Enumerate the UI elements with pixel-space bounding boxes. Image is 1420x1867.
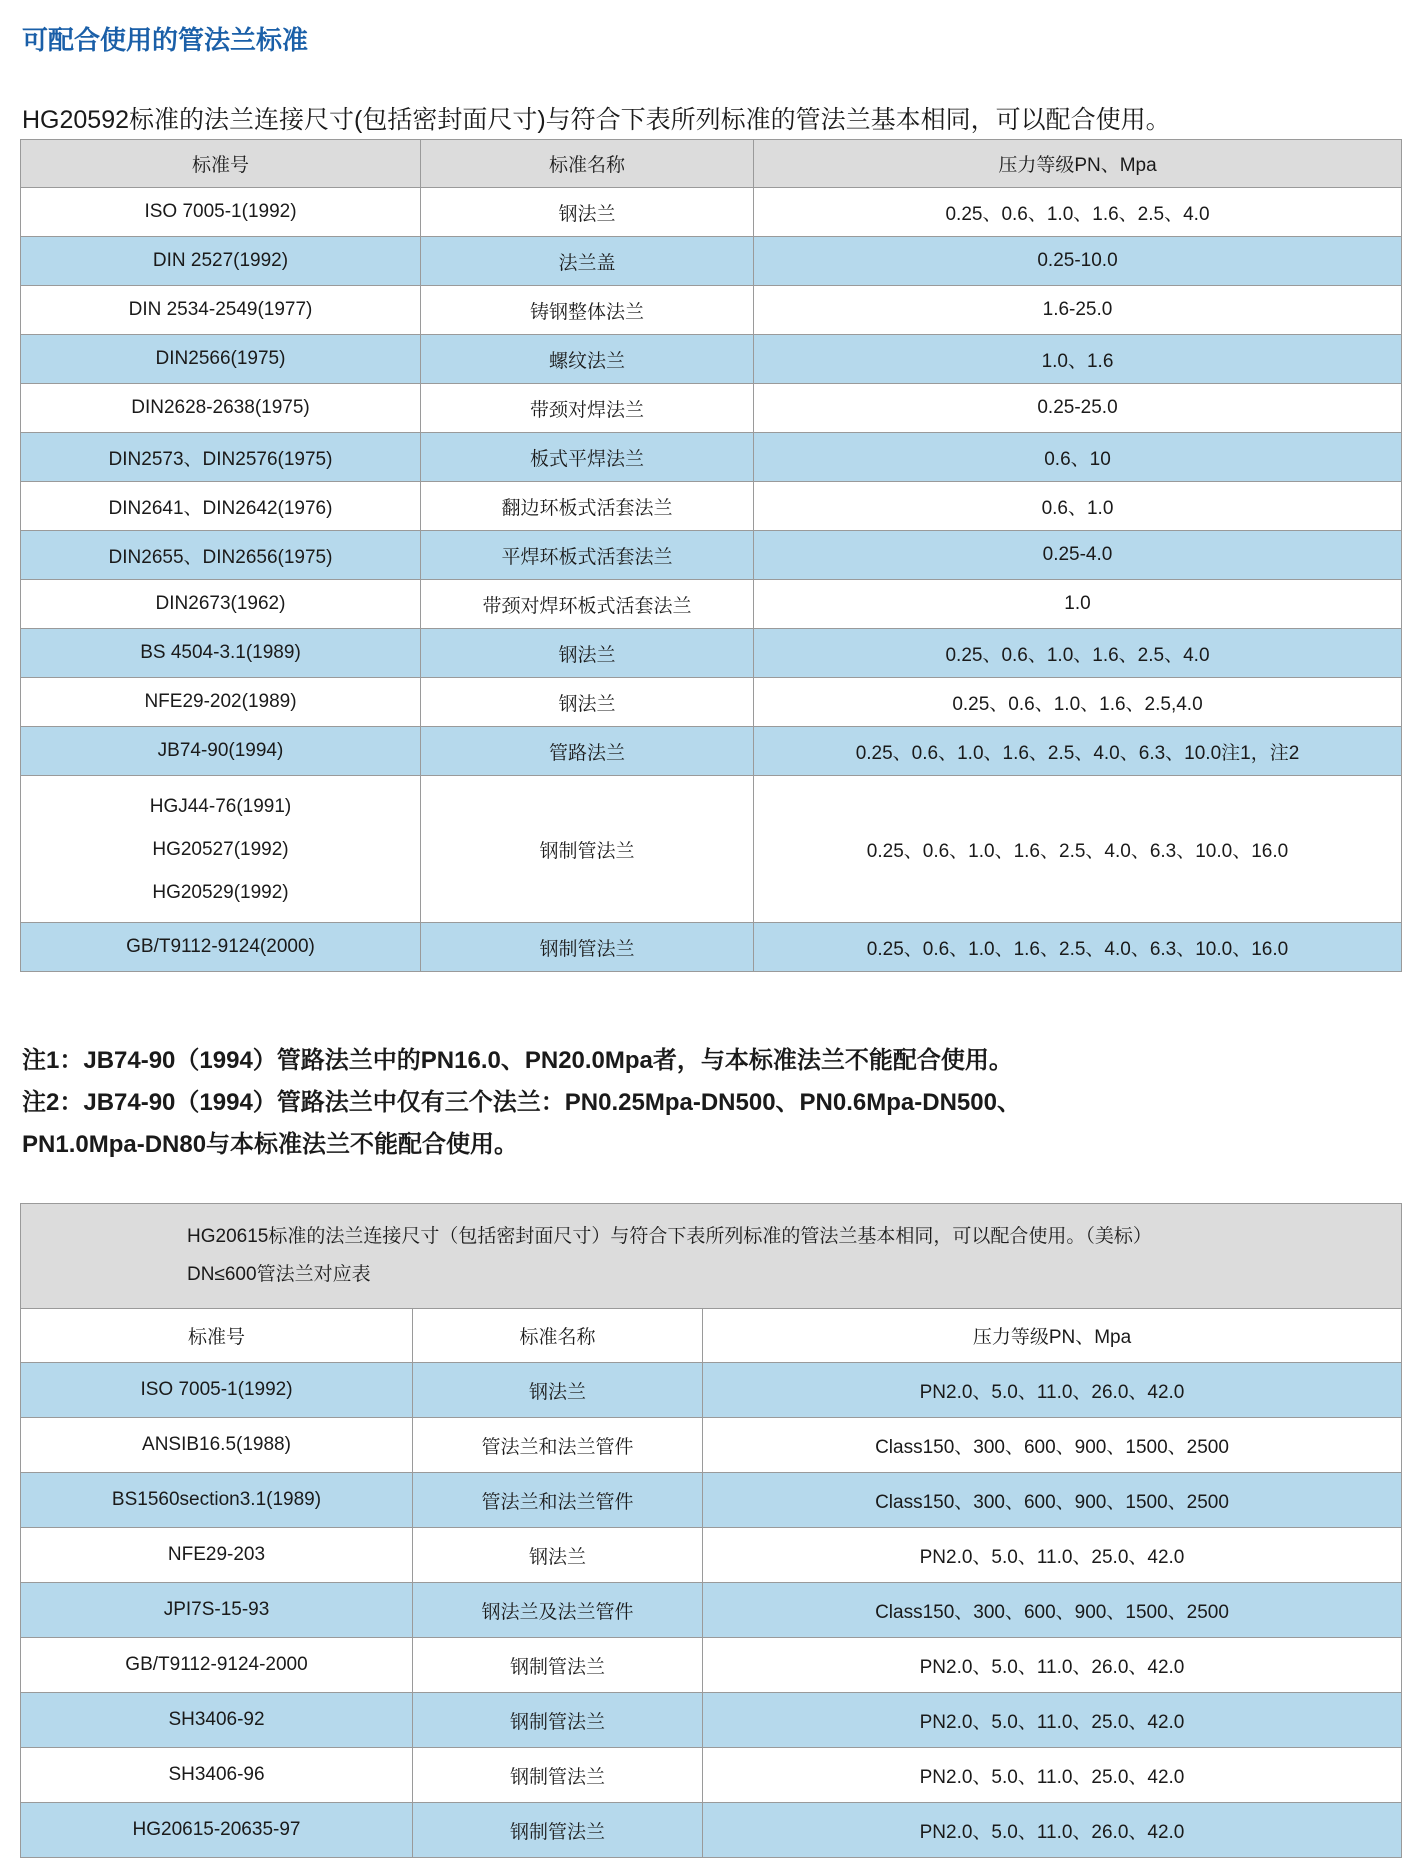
cell-standard: ANSIB16.5(1988) xyxy=(21,1418,413,1473)
table2-caption xyxy=(21,1204,1402,1309)
cell-standard: DIN2628-2638(1975) xyxy=(21,384,421,433)
caption-line: DN≤600管法兰对应表 xyxy=(187,1264,371,1285)
cell-standard: JB74-90(1994) xyxy=(21,727,421,776)
table-row xyxy=(21,727,1402,776)
cell-name: 钢法兰 xyxy=(413,1363,703,1418)
cell-name: 铸钢整体法兰 xyxy=(421,286,754,335)
table-row xyxy=(21,384,1402,433)
header-standard-name: 标准名称 xyxy=(413,1309,703,1363)
cell-name: 钢法兰 xyxy=(421,188,754,237)
table-row xyxy=(21,482,1402,531)
table-row xyxy=(21,923,1402,972)
cell-name: 螺纹法兰 xyxy=(421,335,754,384)
cell-name: 钢制管法兰 xyxy=(421,776,754,923)
cell-standard: DIN2573、DIN2576(1975) xyxy=(21,433,421,482)
table-row xyxy=(21,776,1402,923)
table-row xyxy=(21,1748,1402,1803)
cell-pressure: 0.25-4.0 xyxy=(754,531,1402,580)
table-row xyxy=(21,188,1402,237)
notes xyxy=(22,1040,1021,1166)
cell-pressure: 0.6、1.0 xyxy=(754,482,1402,531)
page-title: 可配合使用的管法兰标准 xyxy=(22,25,309,55)
cell-standard: HG20615-20635-97 xyxy=(21,1803,413,1858)
cell-pressure: PN2.0、5.0、11.0、25.0、42.0 xyxy=(703,1693,1402,1748)
cell-pressure: 0.6、10 xyxy=(754,433,1402,482)
table-row xyxy=(21,1528,1402,1583)
cell-standard: NFE29-203 xyxy=(21,1528,413,1583)
table-row xyxy=(21,1583,1402,1638)
note-1: 注1：JB74-90（1994）管路法兰中的PN16.0、PN20.0Mpa者，与本标准法兰不能配合使用。 xyxy=(22,1047,1013,1074)
table-row xyxy=(21,1638,1402,1693)
cell-standard: DIN 2527(1992) xyxy=(21,237,421,286)
cell-standard: ISO 7005-1(1992) xyxy=(21,188,421,237)
header-pressure: 压力等级PN、Mpa xyxy=(703,1309,1402,1363)
cell-pressure: PN2.0、5.0、11.0、26.0、42.0 xyxy=(703,1803,1402,1858)
header-pressure: 压力等级PN、Mpa xyxy=(754,140,1402,188)
note-2: 注2：JB74-90（1994）管路法兰中仅有三个法兰：PN0.25Mpa-DN500、PN0.6Mpa-DN500、 xyxy=(22,1089,1021,1116)
us-standard-table xyxy=(20,1203,1402,1858)
cell-pressure: 0.25、0.6、1.0、1.6、2.5、4.0、6.3、10.0、16.0 xyxy=(754,923,1402,972)
table-row xyxy=(21,335,1402,384)
cell-standard: SH3406-96 xyxy=(21,1748,413,1803)
cell-name: 管路法兰 xyxy=(421,727,754,776)
cell-name: 平焊环板式活套法兰 xyxy=(421,531,754,580)
cell-pressure: 0.25-10.0 xyxy=(754,237,1402,286)
cell-standard: DIN2566(1975) xyxy=(21,335,421,384)
cell-name: 钢制管法兰 xyxy=(413,1803,703,1858)
cell-standard: GB/T9112-9124-2000 xyxy=(21,1638,413,1693)
cell-name: 法兰盖 xyxy=(421,237,754,286)
table-row xyxy=(21,286,1402,335)
cell-pressure: 0.25、0.6、1.0、1.6、2.5,4.0 xyxy=(754,678,1402,727)
cell-pressure: PN2.0、5.0、11.0、26.0、42.0 xyxy=(703,1638,1402,1693)
cell-name: 钢法兰及法兰管件 xyxy=(413,1583,703,1638)
cell-name: 钢制管法兰 xyxy=(413,1693,703,1748)
cell-pressure: Class150、300、600、900、1500、2500 xyxy=(703,1583,1402,1638)
header-standard-no: 标准号 xyxy=(21,140,421,188)
table-row xyxy=(21,433,1402,482)
cell-pressure: PN2.0、5.0、11.0、26.0、42.0 xyxy=(703,1363,1402,1418)
standard-line: HG20529(1992) xyxy=(152,881,289,903)
table-row xyxy=(21,1803,1402,1858)
compatible-standards-table xyxy=(20,139,1402,972)
cell-pressure: 0.25-25.0 xyxy=(754,384,1402,433)
cell-name: 钢制管法兰 xyxy=(413,1638,703,1693)
table-row xyxy=(21,1693,1402,1748)
table-row xyxy=(21,1418,1402,1473)
header-standard-no: 标准号 xyxy=(21,1309,413,1363)
standard-line: HG20527(1992) xyxy=(152,838,289,860)
cell-standard: DIN2655、DIN2656(1975) xyxy=(21,531,421,580)
cell-name: 板式平焊法兰 xyxy=(421,433,754,482)
cell-name: 钢制管法兰 xyxy=(421,923,754,972)
standard-line: HGJ44-76(1991) xyxy=(149,795,292,817)
cell-pressure: Class150、300、600、900、1500、2500 xyxy=(703,1418,1402,1473)
table-row xyxy=(21,629,1402,678)
cell-name: 钢制管法兰 xyxy=(413,1748,703,1803)
cell-name: 带颈对焊法兰 xyxy=(421,384,754,433)
cell-pressure: PN2.0、5.0、11.0、25.0、42.0 xyxy=(703,1528,1402,1583)
cell-pressure: 0.25、0.6、1.0、1.6、2.5、4.0 xyxy=(754,629,1402,678)
table-row xyxy=(21,678,1402,727)
cell-name: 管法兰和法兰管件 xyxy=(413,1418,703,1473)
cell-name: 钢法兰 xyxy=(413,1528,703,1583)
cell-pressure: PN2.0、5.0、11.0、25.0、42.0 xyxy=(703,1748,1402,1803)
cell-pressure: 1.6-25.0 xyxy=(754,286,1402,335)
cell-standard: ISO 7005-1(1992) xyxy=(21,1363,413,1418)
cell-pressure: 0.25、0.6、1.0、1.6、2.5、4.0 xyxy=(754,188,1402,237)
cell-name: 带颈对焊环板式活套法兰 xyxy=(421,580,754,629)
cell-name: 管法兰和法兰管件 xyxy=(413,1473,703,1528)
cell-standard: BS 4504-3.1(1989) xyxy=(21,629,421,678)
note-2-continued: PN1.0Mpa-DN80与本标准法兰不能配合使用。 xyxy=(22,1131,519,1158)
cell-name: 钢法兰 xyxy=(421,629,754,678)
cell-standard: DIN2673(1962) xyxy=(21,580,421,629)
cell-standard: JPI7S-15-93 xyxy=(21,1583,413,1638)
table-row xyxy=(21,580,1402,629)
table-row xyxy=(21,531,1402,580)
cell-name: 钢法兰 xyxy=(421,678,754,727)
intro-text: HG20592标准的法兰连接尺寸(包括密封面尺寸)与符合下表所列标准的管法兰基本相同，可以配合使用。 xyxy=(22,106,1171,134)
cell-standard-multi xyxy=(21,776,421,923)
cell-standard: DIN2641、DIN2642(1976) xyxy=(21,482,421,531)
cell-pressure: Class150、300、600、900、1500、2500 xyxy=(703,1473,1402,1528)
cell-standard: NFE29-202(1989) xyxy=(21,678,421,727)
table-row xyxy=(21,237,1402,286)
table-row xyxy=(21,1473,1402,1528)
table-row xyxy=(21,1363,1402,1418)
cell-name: 翻边环板式活套法兰 xyxy=(421,482,754,531)
cell-standard: BS1560section3.1(1989) xyxy=(21,1473,413,1528)
cell-standard: DIN 2534-2549(1977) xyxy=(21,286,421,335)
caption-line: HG20615标准的法兰连接尺寸（包括密封面尺寸）与符合下表所列标准的管法兰基本相同，可以配合使用。（美标） xyxy=(187,1226,1152,1247)
cell-pressure: 0.25、0.6、1.0、1.6、2.5、4.0、6.3、10.0、16.0 xyxy=(754,776,1402,923)
cell-pressure: 1.0、1.6 xyxy=(754,335,1402,384)
cell-pressure: 1.0 xyxy=(754,580,1402,629)
cell-pressure: 0.25、0.6、1.0、1.6、2.5、4.0、6.3、10.0注1，注2 xyxy=(754,727,1402,776)
header-standard-name: 标准名称 xyxy=(421,140,754,188)
cell-standard: GB/T9112-9124(2000) xyxy=(21,923,421,972)
cell-standard: SH3406-92 xyxy=(21,1693,413,1748)
